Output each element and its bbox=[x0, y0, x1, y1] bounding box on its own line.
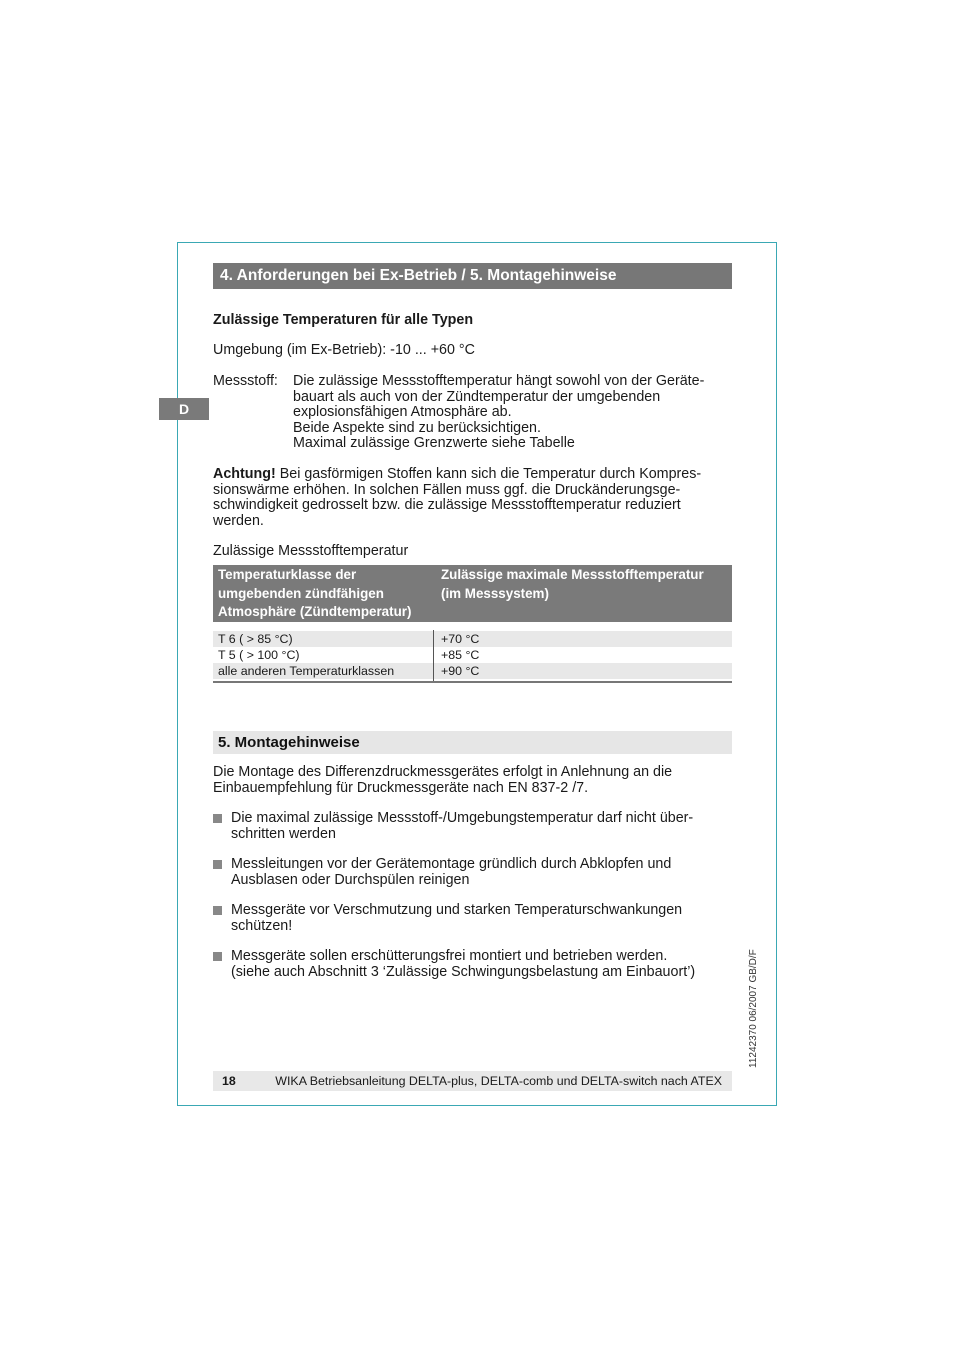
table-row: T 6 ( > 85 °C) +70 °C bbox=[213, 631, 732, 647]
medium-text: Die zulässige Messstofftemperatur hängt sowohl von der Geräte- bauart als auch von der Zündtemperatur der umgebenden explosionsfähigen Atmosphäre ab. Beide Aspekte sind zu berücksichtigen. Maximal zulässige Grenzwerte siehe Tabelle bbox=[293, 373, 705, 451]
footer-text: WIKA Betriebsanleitung DELTA-plus, DELTA-comb und DELTA-switch nach ATEX bbox=[275, 1074, 722, 1088]
bullet-square-icon bbox=[213, 906, 222, 915]
temperatures-heading: Zulässige Temperaturen für alle Typen bbox=[213, 312, 474, 328]
document-code: 11242370 06/2007 GB/D/F bbox=[748, 949, 759, 1068]
table-caption: Zulässige Messstofftemperatur bbox=[213, 543, 409, 559]
table-header bbox=[213, 565, 732, 622]
list-item: Die maximal zulässige Messstoff-/Umgebungstemperatur darf nicht über- schritten werden bbox=[213, 811, 732, 842]
page-number: 18 bbox=[222, 1074, 236, 1088]
section-header: 4. Anforderungen bei Ex-Betrieb / 5. Montagehinweise bbox=[213, 263, 732, 289]
table-column-divider bbox=[433, 630, 434, 682]
table-bottom-rule bbox=[213, 681, 732, 683]
list-item: Messgeräte sollen erschütterungsfrei montiert und betrieben werden. (siehe auch Abschnitt 3 ‘Zulässige Schwingungsbelastung am Einbauort’) bbox=[213, 949, 732, 980]
list-item: Messleitungen vor der Gerätemontage gründlich durch Abklopfen und Ausblasen oder Durchspülen reinigen bbox=[213, 857, 732, 888]
medium-label: Messstoff: bbox=[213, 373, 278, 389]
warning-paragraph: Achtung! Bei gasförmigen Stoffen kann sich die Temperatur durch Kompres- sionswärme erhöhen. In solchen Fällen muss ggf. die Druckänderungsge- schwindigkeit gedrosselt bzw. die zulässige Messstofftemperatur reduziert werden. bbox=[213, 466, 702, 529]
list-item: Messgeräte vor Verschmutzung und starken Temperaturschwankungen schützen! bbox=[213, 903, 732, 934]
montage-heading: 5. Montagehinweise bbox=[213, 731, 732, 754]
bullet-square-icon bbox=[213, 814, 222, 823]
language-tab: D bbox=[159, 398, 209, 420]
table-header-col2: Zulässige maximale Messstofftemperatur (im Messsystem) bbox=[441, 567, 704, 601]
table-header-col1: Temperaturklasse der umgebenden zündfähigen Atmosphäre (Zündtemperatur) bbox=[218, 567, 412, 619]
table-row: alle anderen Temperaturklassen +90 °C bbox=[213, 663, 732, 679]
bullet-square-icon bbox=[213, 860, 222, 869]
bullet-square-icon bbox=[213, 952, 222, 961]
montage-intro: Die Montage des Differenzdruckmessgerätes erfolgt in Anlehnung an die Einbauempfehlung für Druckmessgeräte nach EN 837-2 /7. bbox=[213, 764, 673, 796]
warning-label: Achtung! bbox=[213, 466, 276, 482]
page-footer bbox=[213, 1071, 732, 1091]
table-row: T 5 ( > 100 °C) +85 °C bbox=[218, 648, 480, 662]
medium-block bbox=[213, 374, 732, 452]
ambient-temperature: Umgebung (im Ex-Betrieb): -10 ... +60 °C bbox=[213, 342, 475, 358]
